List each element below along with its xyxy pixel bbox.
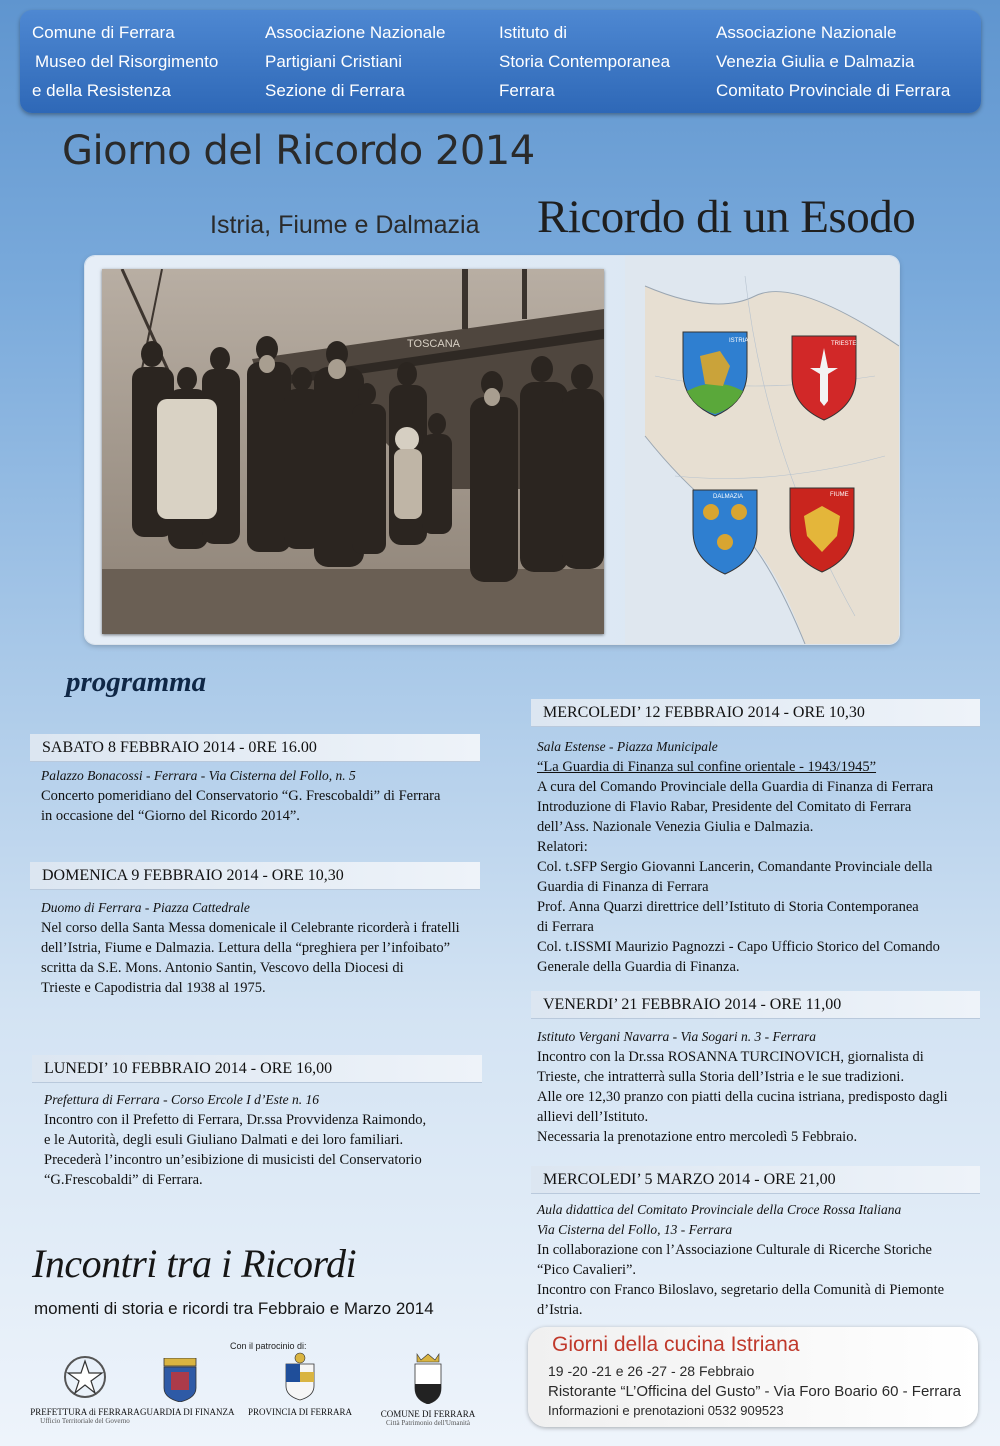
- incontri-subtitle: momenti di storia e ricordi tra Febbraio e Marzo 2014: [34, 1299, 434, 1318]
- incontri-title: Incontri tra i Ricordi: [32, 1241, 357, 1286]
- region-map: [625, 256, 899, 644]
- photo-panel: [85, 256, 899, 644]
- org-anpc: [265, 18, 446, 105]
- comune-crest-icon: [411, 1352, 445, 1404]
- provincia-crest-icon: [280, 1352, 320, 1402]
- org-line: Associazione Nazionale: [716, 23, 897, 42]
- event-body: [537, 1200, 944, 1320]
- event-line: Precederà l’incontro un’esibizione di musicisti del Conservatorio: [44, 1152, 422, 1168]
- event-subtitle: Ricordo di un Esodo: [537, 191, 916, 243]
- map-illustration: [625, 256, 899, 644]
- event-place: Istituto Vergani Navarra - Via Sogari n. 3 - Ferrara: [537, 1029, 816, 1044]
- event-line: di Ferrara: [537, 919, 594, 935]
- programma-heading: programma: [66, 666, 207, 698]
- event-line: d’Istria.: [537, 1302, 583, 1318]
- event-line: Introduzione di Flavio Rabar, Presidente del Comitato di Ferrara: [537, 799, 912, 815]
- event-header: LUNEDI’ 10 FEBBRAIO 2014 - ORE 16,00: [32, 1055, 482, 1083]
- photo-illustration: [102, 269, 604, 634]
- event-line: Prof. Anna Quarzi direttrice dell’Istituto di Storia Contemporanea: [537, 899, 919, 915]
- event-line: Generale della Guardia di Finanza.: [537, 959, 740, 975]
- event-line: dell’Ass. Nazionale Venezia Giulia e Dalmazia.: [537, 819, 814, 835]
- org-line: e della Resistenza: [32, 81, 171, 100]
- italian-emblem-icon: [55, 1352, 115, 1402]
- crest-label: TRIESTE: [831, 341, 857, 347]
- logo-guardia-finanza: [140, 1358, 235, 1417]
- event-place: Via Cisterna del Follo, 13 - Ferrara: [537, 1222, 733, 1237]
- cucina-box: [528, 1327, 978, 1427]
- page-title: Giorno del Ricordo 2014: [62, 128, 535, 174]
- org-line: Istituto di: [499, 23, 568, 42]
- org-line: Ferrara: [499, 81, 555, 100]
- logo-caption: PREFETTURA di FERRARA: [30, 1407, 140, 1417]
- org-istituto-storia: [499, 18, 670, 105]
- event-line: Col. t.SFP Sergio Giovanni Lancerin, Comandante Provinciale della: [537, 859, 933, 875]
- event-line: Concerto pomeridiano del Conservatorio “G. Frescobaldi” di Ferrara: [41, 788, 441, 804]
- org-line: Storia Contemporanea: [499, 52, 671, 71]
- header-banner: [20, 10, 981, 113]
- event-body: [44, 1090, 426, 1190]
- event-place: Aula didattica del Comitato Provinciale della Croce Rossa Italiana: [537, 1202, 902, 1217]
- event-line: Col. t.ISSMI Maurizio Pagnozzi - Capo Ufficio Storico del Comando: [537, 939, 940, 955]
- logo-caption: PROVINCIA DI FERRARA: [247, 1407, 352, 1417]
- logo-provincia: [240, 1352, 360, 1417]
- logo-caption: GUARDIA DI FINANZA: [140, 1407, 235, 1417]
- logo-comune: [368, 1352, 488, 1427]
- event-line: Nel corso della Santa Messa domenicale il Celebrante ricorderà i fratelli: [41, 920, 460, 936]
- event-line: In collaborazione con l’Associazione Culturale di Ricerche Storiche: [537, 1242, 932, 1258]
- org-anvgd: [716, 18, 950, 105]
- event-line: dell’Istria, Fiume e Dalmazia. Lettura della “preghiera per l’infoibato”: [41, 940, 451, 956]
- event-line: in occasione del “Giorno del Ricordo 2014”.: [41, 808, 300, 824]
- event-line: e le Autorità, degli esuli Giuliano Dalmati e dei loro familiari.: [44, 1132, 404, 1148]
- event-place: Duomo di Ferrara - Piazza Cattedrale: [41, 900, 250, 915]
- cucina-title: Giorni della cucina Istriana: [552, 1333, 800, 1356]
- patrocinio-label: Con il patrocinio di:: [230, 1341, 307, 1351]
- cucina-info: Informazioni e prenotazioni 0532 909523: [548, 1403, 784, 1418]
- cucina-venue: Ristorante “L’Officina del Gusto” - Via Foro Boario 60 - Ferrara: [548, 1383, 961, 1400]
- historic-photo: [102, 269, 604, 634]
- event-line: “G.Frescobaldi” di Ferrara.: [44, 1172, 203, 1188]
- org-line: Comune di Ferrara: [32, 23, 175, 42]
- event-place: Sala Estense - Piazza Municipale: [537, 739, 718, 754]
- event-line: Incontro con Franco Biloslavo, segretario della Comunità di Piemonte: [537, 1282, 945, 1298]
- region-subtitle: Istria, Fiume e Dalmazia: [210, 211, 480, 239]
- event-header: MERCOLEDI’ 12 FEBBRAIO 2014 - ORE 10,30: [531, 699, 980, 727]
- org-line: Museo del Risorgimento: [35, 52, 219, 71]
- event-line: scritta da S.E. Mons. Antonio Santin, Vescovo della Diocesi di: [41, 960, 404, 976]
- event-body: [41, 898, 460, 998]
- logo-caption: COMUNE DI FERRARA: [380, 1409, 476, 1419]
- event-body: [537, 1027, 948, 1147]
- cucina-dates: 19 -20 -21 e 26 -27 - 28 Febbraio: [548, 1363, 755, 1379]
- crest-label: DALMAZIA: [713, 494, 744, 500]
- event-header: VENERDI’ 21 FEBBRAIO 2014 - ORE 11,00: [531, 991, 980, 1019]
- event-line: Trieste, che intratterrà sulla Storia dell’Istria e le sue tradizioni.: [537, 1069, 905, 1085]
- event-line: Necessaria la prenotazione entro mercoledì 5 Febbraio.: [537, 1129, 858, 1145]
- logo-prefettura: [30, 1352, 140, 1425]
- event-talk-title: “La Guardia di Finanza sul confine orientale - 1943/1945”: [537, 759, 877, 775]
- event-line: A cura del Comando Provinciale della Guardia di Finanza di Ferrara: [537, 779, 934, 795]
- event-line: Trieste e Capodistria dal 1938 al 1975.: [41, 980, 266, 996]
- crest-label: FIUME: [830, 492, 849, 498]
- event-body: [537, 737, 940, 977]
- org-comune-ferrara: [32, 18, 218, 105]
- org-line: Sezione di Ferrara: [265, 81, 405, 100]
- event-header: SABATO 8 FEBBRAIO 2014 - 0RE 16.00: [30, 734, 480, 762]
- ship-name-text: TOSCANA: [407, 338, 460, 350]
- event-line: allievi dell’Istituto.: [537, 1109, 649, 1125]
- event-body: [41, 766, 440, 826]
- org-line: Comitato Provinciale di Ferrara: [716, 81, 951, 100]
- org-line: Venezia Giulia e Dalmazia: [716, 52, 915, 71]
- event-header: DOMENICA 9 FEBBRAIO 2014 - ORE 10,30: [30, 862, 480, 890]
- guardia-finanza-crest-icon: [160, 1358, 200, 1402]
- org-line: Associazione Nazionale: [265, 23, 446, 42]
- event-header: MERCOLEDI’ 5 MARZO 2014 - ORE 21,00: [531, 1166, 980, 1194]
- event-line: “Pico Cavalieri”.: [537, 1262, 637, 1278]
- event-line: Incontro con il Prefetto di Ferrara, Dr.ssa Provvidenza Raimondo,: [44, 1112, 427, 1128]
- event-place: Palazzo Bonacossi - Ferrara - Via Cisterna del Follo, n. 5: [41, 768, 356, 783]
- event-line: Incontro con la Dr.ssa ROSANNA TURCINOVICH, giornalista di: [537, 1049, 924, 1065]
- event-line: Relatori:: [537, 839, 588, 855]
- event-line: Alle ore 12,30 pranzo con piatti della cucina istriana, predisposto dagli: [537, 1089, 948, 1105]
- logo-subcaption: Città Patrimonio dell'Umanità: [385, 1419, 471, 1427]
- event-place: Prefettura di Ferrara - Corso Ercole I d’Este n. 16: [44, 1092, 319, 1107]
- event-line: Guardia di Finanza di Ferrara: [537, 879, 709, 895]
- org-line: Partigiani Cristiani: [265, 52, 402, 71]
- crest-label: ISTRIA: [729, 338, 749, 344]
- logo-subcaption: Ufficio Territoriale del Governo: [40, 1417, 130, 1425]
